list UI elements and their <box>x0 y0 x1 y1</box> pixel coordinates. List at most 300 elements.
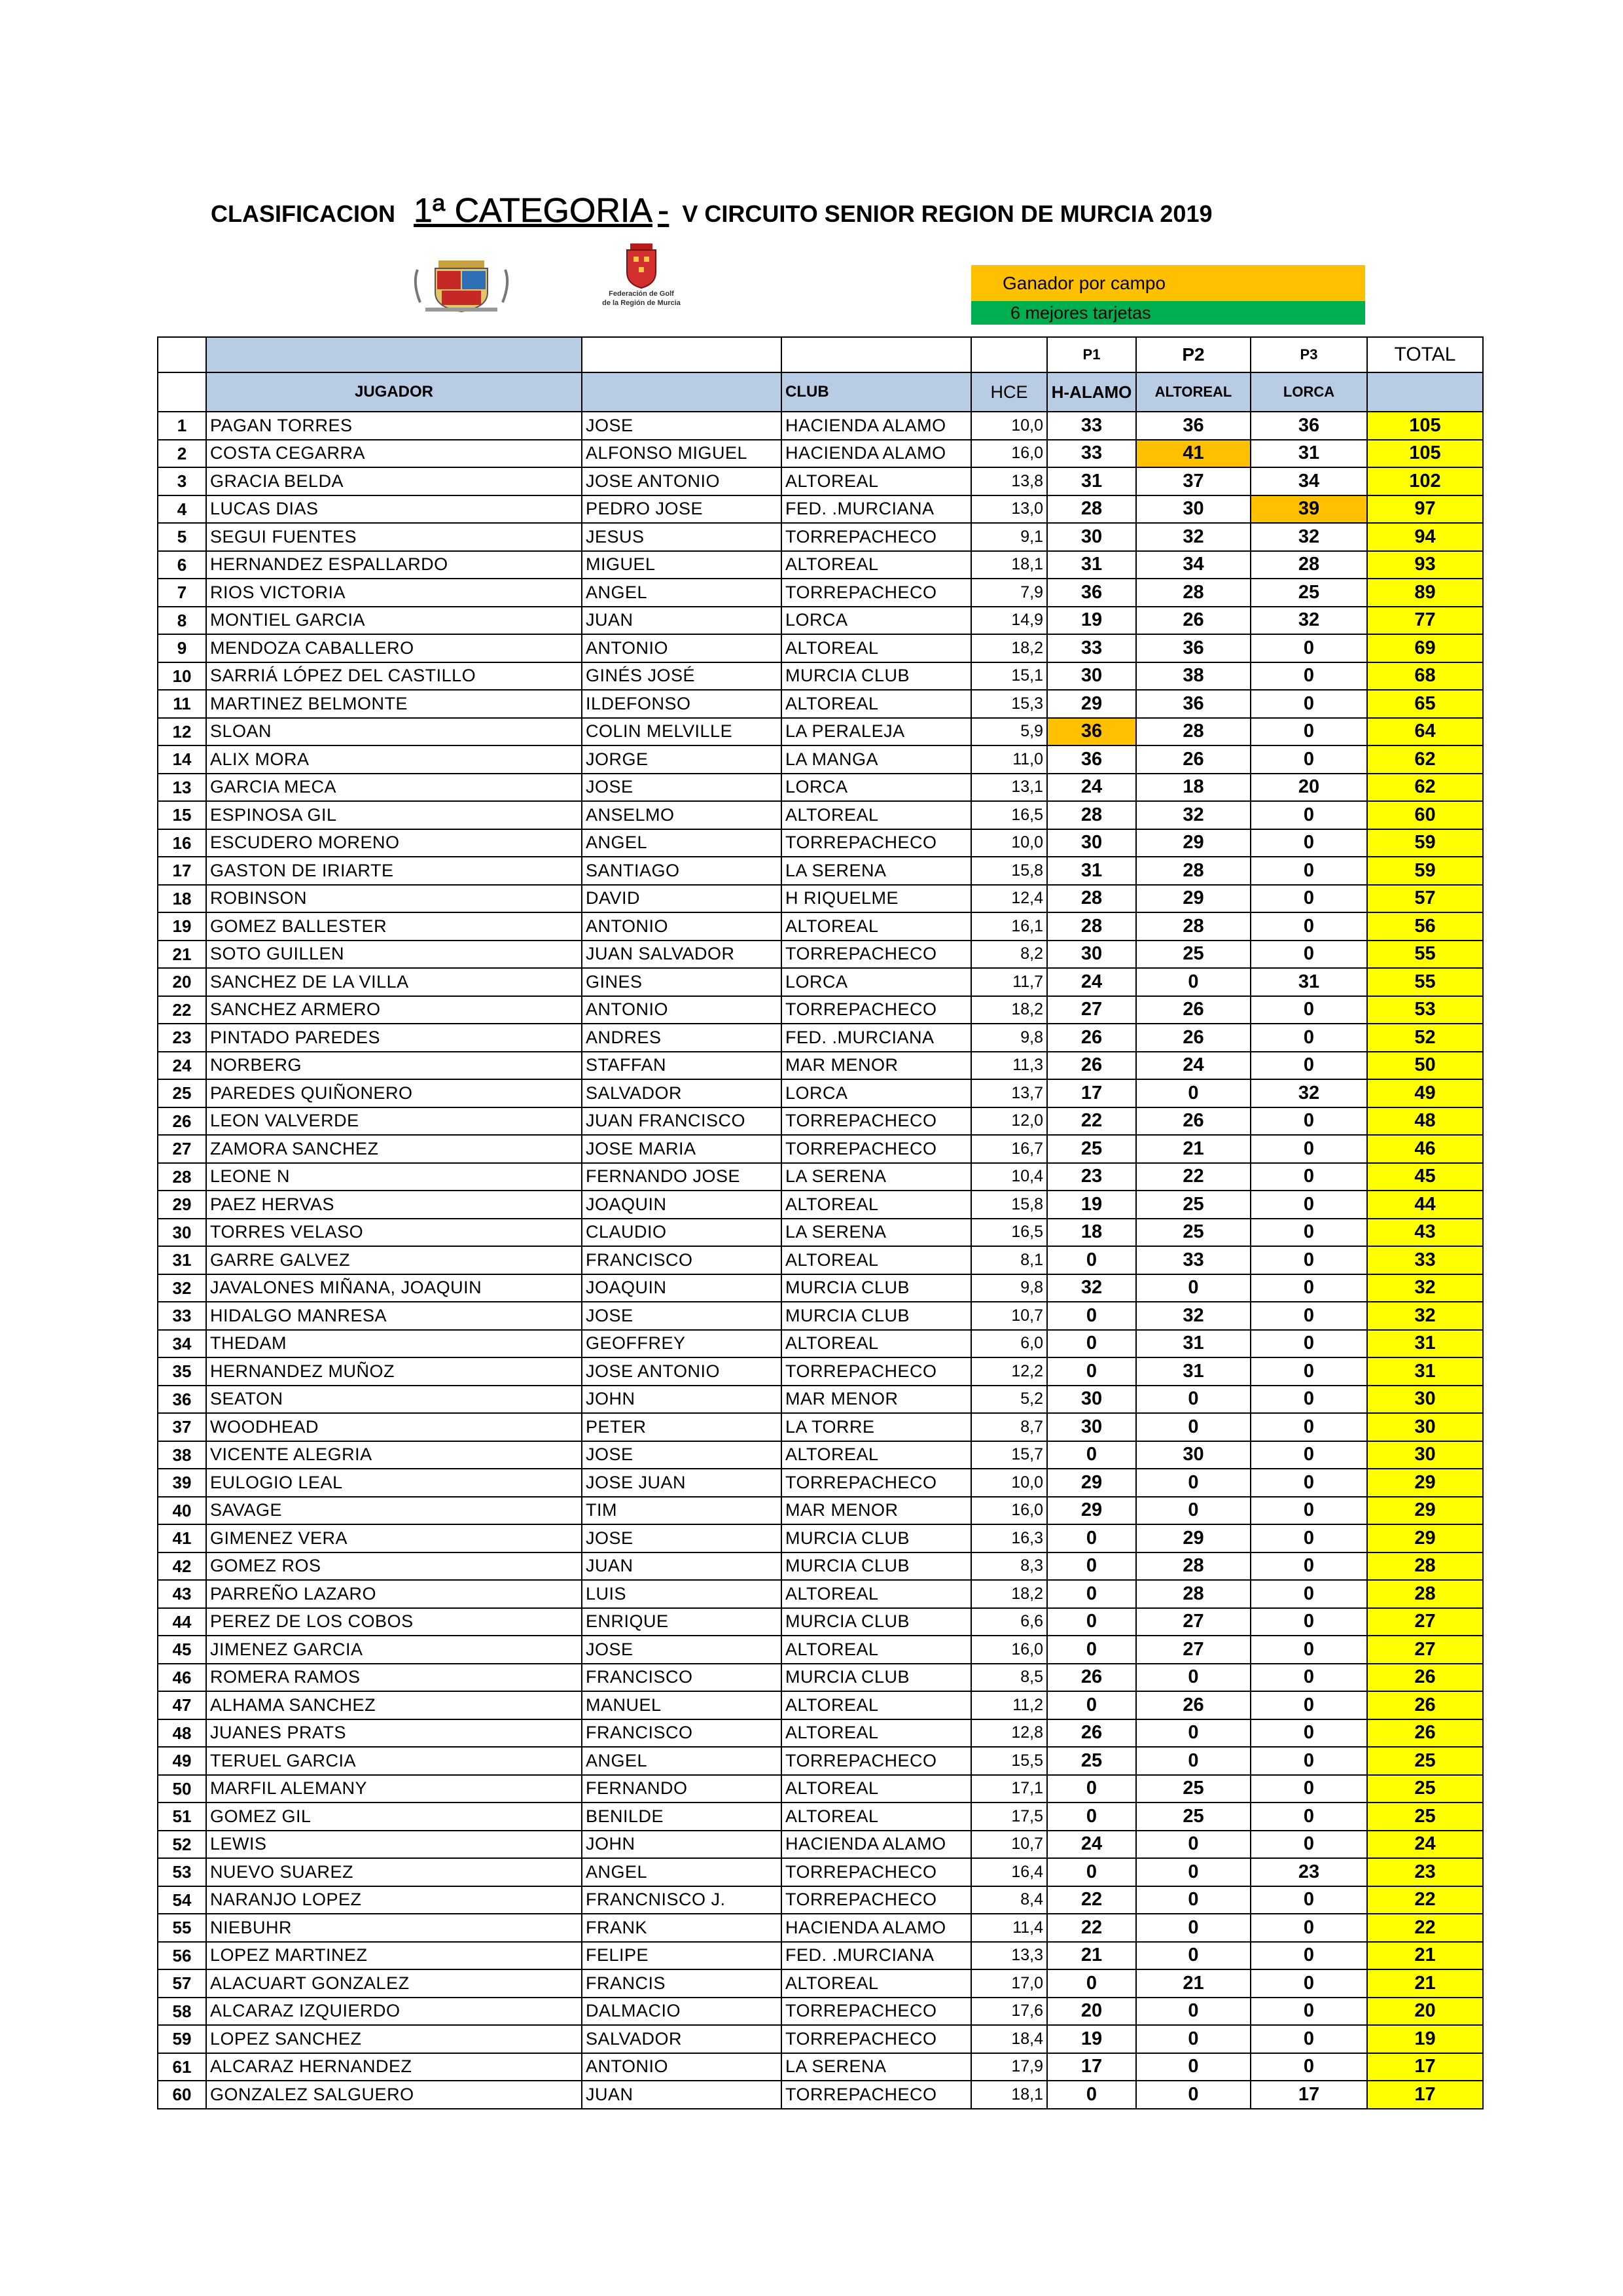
cell-club: MURCIA CLUB <box>781 1302 971 1330</box>
cell-first-name: JOSE <box>582 1636 781 1664</box>
cell-handicap: 13,1 <box>971 774 1047 802</box>
cell-club: ALTOREAL <box>781 467 971 495</box>
cell-p3: 32 <box>1251 607 1367 635</box>
cell-handicap: 10,0 <box>971 412 1047 440</box>
cell-club: ALTOREAL <box>781 1691 971 1719</box>
cell-p1: 28 <box>1047 495 1136 524</box>
cell-position: 60 <box>158 2081 206 2109</box>
cell-first-name: FRANCIS <box>582 1969 781 1998</box>
cell-p3: 34 <box>1251 467 1367 495</box>
cell-total: 102 <box>1367 467 1483 495</box>
cell-handicap: 11,0 <box>971 745 1047 774</box>
cell-position: 51 <box>158 1803 206 1831</box>
cell-p1: 0 <box>1047 1441 1136 1469</box>
cell-first-name: ANGEL <box>582 829 781 857</box>
cell-club: LA SERENA <box>781 857 971 885</box>
cell-p2: 26 <box>1136 1024 1251 1052</box>
cell-handicap: 9,8 <box>971 1024 1047 1052</box>
cell-p2: 0 <box>1136 1719 1251 1748</box>
cell-p2: 0 <box>1136 1858 1251 1886</box>
cell-p2: 0 <box>1136 968 1251 996</box>
cell-surname: HERNANDEZ MUÑOZ <box>206 1357 582 1386</box>
cell-total: 24 <box>1367 1831 1483 1859</box>
cell-p3: 0 <box>1251 1914 1367 1942</box>
cell-surname: SOTO GUILLEN <box>206 941 582 969</box>
cell-first-name: ENRIQUE <box>582 1608 781 1636</box>
cell-surname: VICENTE ALEGRIA <box>206 1441 582 1469</box>
cell-p1: 22 <box>1047 1886 1136 1914</box>
cell-position: 8 <box>158 607 206 635</box>
cell-p1: 0 <box>1047 1691 1136 1719</box>
cell-total: 77 <box>1367 607 1483 635</box>
cell-total: 32 <box>1367 1274 1483 1302</box>
cell-first-name: DALMACIO <box>582 1998 781 2026</box>
table-row <box>158 1469 1483 1497</box>
cell-club: TORREPACHECO <box>781 1998 971 2026</box>
cell-first-name: JOSE ANTONIO <box>582 467 781 495</box>
cell-p3: 0 <box>1251 1719 1367 1748</box>
cell-p3: 0 <box>1251 690 1367 718</box>
cell-position: 15 <box>158 801 206 829</box>
cell-handicap: 18,2 <box>971 996 1047 1024</box>
cell-surname: PARREÑO LAZARO <box>206 1580 582 1608</box>
cell-position: 37 <box>158 1413 206 1441</box>
cell-handicap: 17,1 <box>971 1775 1047 1803</box>
cell-first-name: ALFONSO MIGUEL <box>582 440 781 468</box>
cell-p1: 33 <box>1047 440 1136 468</box>
cell-p3: 0 <box>1251 1386 1367 1414</box>
cell-handicap: 8,2 <box>971 941 1047 969</box>
cell-total: 48 <box>1367 1107 1483 1136</box>
cell-handicap: 8,1 <box>971 1246 1047 1274</box>
cell-p3: 17 <box>1251 2081 1367 2109</box>
header-jugador: JUGADOR <box>206 372 582 412</box>
cell-handicap: 6,0 <box>971 1330 1047 1358</box>
cell-position: 56 <box>158 1942 206 1970</box>
cell-p1: 30 <box>1047 523 1136 551</box>
cell-first-name: JOSE ANTONIO <box>582 1357 781 1386</box>
cell-club: FED. .MURCIANA <box>781 1024 971 1052</box>
cell-surname: GRACIA BELDA <box>206 467 582 495</box>
cell-club: TORREPACHECO <box>781 1886 971 1914</box>
cell-p2: 25 <box>1136 1775 1251 1803</box>
cell-p3: 28 <box>1251 551 1367 579</box>
table-row <box>158 1163 1483 1191</box>
table-row <box>158 1664 1483 1692</box>
legend <box>971 265 1365 325</box>
cell-first-name: ANDRES <box>582 1024 781 1052</box>
cell-handicap: 15,7 <box>971 1441 1047 1469</box>
cell-p1: 31 <box>1047 467 1136 495</box>
cell-first-name: ANGEL <box>582 579 781 607</box>
cell-p1: 17 <box>1047 1079 1136 1107</box>
cell-position: 14 <box>158 745 206 774</box>
cell-p3: 36 <box>1251 412 1367 440</box>
cell-p1: 0 <box>1047 1580 1136 1608</box>
cell-p3: 0 <box>1251 1441 1367 1469</box>
cell-handicap: 17,0 <box>971 1969 1047 1998</box>
cell-total: 31 <box>1367 1330 1483 1358</box>
cell-p1: 19 <box>1047 1191 1136 1219</box>
cell-p2: 29 <box>1136 1524 1251 1552</box>
cell-p3: 0 <box>1251 1608 1367 1636</box>
header-row-columns <box>158 372 1483 412</box>
table-row <box>158 440 1483 468</box>
cell-club: ALTOREAL <box>781 1969 971 1998</box>
cell-first-name: JUAN SALVADOR <box>582 941 781 969</box>
cell-total: 17 <box>1367 2053 1483 2081</box>
cell-surname: MARFIL ALEMANY <box>206 1775 582 1803</box>
cell-first-name: FRANK <box>582 1914 781 1942</box>
cell-p2: 0 <box>1136 1386 1251 1414</box>
cell-total: 19 <box>1367 2025 1483 2053</box>
cell-position: 4 <box>158 495 206 524</box>
page-title <box>211 191 1454 238</box>
table-row <box>158 1052 1483 1080</box>
cell-p3: 25 <box>1251 579 1367 607</box>
cell-first-name: JUAN FRANCISCO <box>582 1107 781 1136</box>
cell-club: LA SERENA <box>781 1163 971 1191</box>
cell-p1: 30 <box>1047 829 1136 857</box>
cell-position: 58 <box>158 1998 206 2026</box>
cell-surname: GOMEZ BALLESTER <box>206 912 582 941</box>
cell-p2: 25 <box>1136 1219 1251 1247</box>
cell-total: 26 <box>1367 1691 1483 1719</box>
cell-position: 61 <box>158 2053 206 2081</box>
cell-p2: 38 <box>1136 662 1251 691</box>
table-row <box>158 1719 1483 1748</box>
cell-first-name: JORGE <box>582 745 781 774</box>
cell-total: 22 <box>1367 1886 1483 1914</box>
cell-p3: 0 <box>1251 1664 1367 1692</box>
table-row <box>158 2025 1483 2053</box>
cell-p1: 0 <box>1047 1969 1136 1998</box>
cell-handicap: 12,2 <box>971 1357 1047 1386</box>
cell-total: 23 <box>1367 1858 1483 1886</box>
cell-handicap: 15,1 <box>971 662 1047 691</box>
federation-name: Federación de Golf de la Región de Murcia <box>602 290 681 307</box>
cell-first-name: CLAUDIO <box>582 1219 781 1247</box>
cell-p1: 0 <box>1047 1524 1136 1552</box>
table-row <box>158 1942 1483 1970</box>
cell-surname: PAREDES QUIÑONERO <box>206 1079 582 1107</box>
cell-handicap: 16,0 <box>971 1636 1047 1664</box>
cell-p2: 0 <box>1136 1079 1251 1107</box>
table-row <box>158 467 1483 495</box>
cell-surname: PAEZ HERVAS <box>206 1191 582 1219</box>
cell-p2: 36 <box>1136 690 1251 718</box>
cell-first-name: JOSE <box>582 412 781 440</box>
cell-position: 38 <box>158 1441 206 1469</box>
cell-total: 62 <box>1367 774 1483 802</box>
cell-first-name: JOSE <box>582 1524 781 1552</box>
cell-club: MURCIA CLUB <box>781 1608 971 1636</box>
cell-p1: 0 <box>1047 1636 1136 1664</box>
cell-handicap: 18,2 <box>971 1580 1047 1608</box>
table-row <box>158 1441 1483 1469</box>
table-row <box>158 1135 1483 1163</box>
cell-total: 30 <box>1367 1386 1483 1414</box>
cell-p3: 0 <box>1251 1636 1367 1664</box>
club-crest-logo-icon <box>406 257 517 313</box>
cell-surname: GOMEZ GIL <box>206 1803 582 1831</box>
cell-first-name: ANTONIO <box>582 634 781 662</box>
cell-p1: 20 <box>1047 1998 1136 2026</box>
cell-p1: 24 <box>1047 1831 1136 1859</box>
header-empty <box>158 372 206 412</box>
cell-p3: 0 <box>1251 1052 1367 1080</box>
cell-club: LORCA <box>781 1079 971 1107</box>
cell-handicap: 18,1 <box>971 2081 1047 2109</box>
cell-p1: 26 <box>1047 1719 1136 1748</box>
table-row <box>158 829 1483 857</box>
cell-p2: 0 <box>1136 2025 1251 2053</box>
table-row <box>158 1497 1483 1525</box>
cell-club: LA SERENA <box>781 2053 971 2081</box>
cell-p3: 0 <box>1251 1942 1367 1970</box>
cell-p2: 0 <box>1136 1998 1251 2026</box>
cell-p3: 0 <box>1251 718 1367 746</box>
cell-p3: 0 <box>1251 1219 1367 1247</box>
cell-p2: 21 <box>1136 1969 1251 1998</box>
cell-total: 69 <box>1367 634 1483 662</box>
cell-first-name: JUAN <box>582 607 781 635</box>
cell-total: 93 <box>1367 551 1483 579</box>
table-row <box>158 1219 1483 1247</box>
cell-p3: 0 <box>1251 996 1367 1024</box>
cell-p2: 0 <box>1136 1497 1251 1525</box>
cell-club: ALTOREAL <box>781 912 971 941</box>
cell-position: 24 <box>158 1052 206 1080</box>
cell-surname: NORBERG <box>206 1052 582 1080</box>
cell-club: TORREPACHECO <box>781 829 971 857</box>
cell-p3: 0 <box>1251 1274 1367 1302</box>
cell-position: 7 <box>158 579 206 607</box>
cell-position: 40 <box>158 1497 206 1525</box>
cell-p3: 0 <box>1251 1024 1367 1052</box>
cell-p3: 0 <box>1251 2053 1367 2081</box>
cell-p2: 41 <box>1136 440 1251 468</box>
cell-p3: 31 <box>1251 968 1367 996</box>
table-row <box>158 745 1483 774</box>
cell-first-name: JOSE <box>582 1441 781 1469</box>
cell-position: 57 <box>158 1969 206 1998</box>
cell-first-name: FERNANDO <box>582 1775 781 1803</box>
cell-position: 53 <box>158 1858 206 1886</box>
cell-first-name: BENILDE <box>582 1803 781 1831</box>
cell-club: ALTOREAL <box>781 1636 971 1664</box>
table-row <box>158 634 1483 662</box>
cell-surname: SEATON <box>206 1386 582 1414</box>
classification-table <box>157 336 1484 2109</box>
cell-position: 1 <box>158 412 206 440</box>
cell-first-name: ANTONIO <box>582 996 781 1024</box>
cell-position: 3 <box>158 467 206 495</box>
cell-position: 17 <box>158 857 206 885</box>
cell-position: 32 <box>158 1274 206 1302</box>
cell-total: 29 <box>1367 1524 1483 1552</box>
cell-total: 62 <box>1367 745 1483 774</box>
cell-handicap: 10,0 <box>971 1469 1047 1497</box>
cell-p1: 36 <box>1047 718 1136 746</box>
cell-surname: HERNANDEZ ESPALLARDO <box>206 551 582 579</box>
cell-club: TORREPACHECO <box>781 941 971 969</box>
table-row <box>158 1302 1483 1330</box>
cell-handicap: 16,3 <box>971 1524 1047 1552</box>
cell-position: 47 <box>158 1691 206 1719</box>
cell-surname: ZAMORA SANCHEZ <box>206 1135 582 1163</box>
table-row <box>158 1524 1483 1552</box>
cell-handicap: 18,4 <box>971 2025 1047 2053</box>
cell-handicap: 8,7 <box>971 1413 1047 1441</box>
cell-p1: 17 <box>1047 2053 1136 2081</box>
cell-p3: 23 <box>1251 1858 1367 1886</box>
cell-handicap: 11,7 <box>971 968 1047 996</box>
cell-position: 18 <box>158 885 206 913</box>
cell-handicap: 18,1 <box>971 551 1047 579</box>
header-p3: P3 <box>1251 337 1367 372</box>
cell-p3: 0 <box>1251 1191 1367 1219</box>
cell-position: 25 <box>158 1079 206 1107</box>
cell-handicap: 18,2 <box>971 634 1047 662</box>
cell-first-name: COLIN MELVILLE <box>582 718 781 746</box>
cell-surname: TORRES VELASO <box>206 1219 582 1247</box>
cell-total: 31 <box>1367 1357 1483 1386</box>
table-row <box>158 495 1483 524</box>
cell-p1: 0 <box>1047 1357 1136 1386</box>
header-empty <box>781 337 971 372</box>
cell-club: ALTOREAL <box>781 1803 971 1831</box>
cell-p1: 22 <box>1047 1107 1136 1136</box>
cell-club: HACIENDA ALAMO <box>781 440 971 468</box>
cell-club: TORREPACHECO <box>781 1135 971 1163</box>
cell-p2: 22 <box>1136 1163 1251 1191</box>
cell-position: 54 <box>158 1886 206 1914</box>
cell-p1: 36 <box>1047 579 1136 607</box>
table-row <box>158 1079 1483 1107</box>
cell-p1: 24 <box>1047 968 1136 996</box>
cell-first-name: GINES <box>582 968 781 996</box>
cell-club: HACIENDA ALAMO <box>781 1831 971 1859</box>
cell-total: 89 <box>1367 579 1483 607</box>
cell-p2: 0 <box>1136 2053 1251 2081</box>
table-row <box>158 579 1483 607</box>
cell-p1: 0 <box>1047 1803 1136 1831</box>
cell-p1: 23 <box>1047 1163 1136 1191</box>
table-row <box>158 1969 1483 1998</box>
cell-p1: 19 <box>1047 2025 1136 2053</box>
table-row <box>158 1691 1483 1719</box>
cell-surname: LEON VALVERDE <box>206 1107 582 1136</box>
cell-p2: 28 <box>1136 718 1251 746</box>
cell-handicap: 12,4 <box>971 885 1047 913</box>
cell-position: 39 <box>158 1469 206 1497</box>
title-suffix: V CIRCUITO SENIOR REGION DE MURCIA 2019 <box>682 200 1213 227</box>
cell-p1: 27 <box>1047 996 1136 1024</box>
cell-surname: LEONE N <box>206 1163 582 1191</box>
cell-total: 105 <box>1367 412 1483 440</box>
cell-surname: ESCUDERO MORENO <box>206 829 582 857</box>
cell-total: 29 <box>1367 1497 1483 1525</box>
cell-p1: 30 <box>1047 662 1136 691</box>
cell-position: 59 <box>158 2025 206 2053</box>
cell-p2: 30 <box>1136 495 1251 524</box>
cell-surname: JIMENEZ GARCIA <box>206 1636 582 1664</box>
table-row <box>158 1803 1483 1831</box>
cell-p2: 0 <box>1136 1914 1251 1942</box>
cell-surname: TERUEL GARCIA <box>206 1747 582 1775</box>
cell-p1: 32 <box>1047 1274 1136 1302</box>
table-row <box>158 2053 1483 2081</box>
cell-p2: 36 <box>1136 412 1251 440</box>
cell-total: 30 <box>1367 1413 1483 1441</box>
cell-surname: GIMENEZ VERA <box>206 1524 582 1552</box>
cell-p2: 26 <box>1136 1107 1251 1136</box>
cell-total: 20 <box>1367 1998 1483 2026</box>
cell-total: 57 <box>1367 885 1483 913</box>
cell-p1: 26 <box>1047 1024 1136 1052</box>
cell-first-name: ANTONIO <box>582 912 781 941</box>
table-row <box>158 1274 1483 1302</box>
cell-p3: 0 <box>1251 1469 1367 1497</box>
cell-club: ALTOREAL <box>781 690 971 718</box>
cell-handicap: 8,4 <box>971 1886 1047 1914</box>
cell-first-name: MANUEL <box>582 1691 781 1719</box>
cell-club: FED. .MURCIANA <box>781 1942 971 1970</box>
legend-winner: Ganador por campo <box>971 265 1365 301</box>
cell-surname: ALACUART GONZALEZ <box>206 1969 582 1998</box>
cell-club: ALTOREAL <box>781 1775 971 1803</box>
cell-first-name: GINÉS JOSÉ <box>582 662 781 691</box>
cell-surname: LOPEZ SANCHEZ <box>206 2025 582 2053</box>
cell-position: 20 <box>158 968 206 996</box>
cell-p2: 26 <box>1136 1691 1251 1719</box>
cell-p1: 29 <box>1047 690 1136 718</box>
cell-total: 29 <box>1367 1469 1483 1497</box>
cell-p3: 0 <box>1251 1969 1367 1998</box>
cell-p1: 36 <box>1047 745 1136 774</box>
cell-total: 59 <box>1367 857 1483 885</box>
cell-p3: 0 <box>1251 857 1367 885</box>
table-row <box>158 1747 1483 1775</box>
cell-surname: HIDALGO MANRESA <box>206 1302 582 1330</box>
cell-handicap: 9,1 <box>971 523 1047 551</box>
cell-p2: 26 <box>1136 607 1251 635</box>
cell-club: ALTOREAL <box>781 1580 971 1608</box>
cell-club: MURCIA CLUB <box>781 1552 971 1581</box>
cell-position: 29 <box>158 1191 206 1219</box>
cell-p2: 0 <box>1136 1274 1251 1302</box>
cell-p2: 31 <box>1136 1330 1251 1358</box>
cell-p3: 0 <box>1251 1302 1367 1330</box>
cell-surname: ALHAMA SANCHEZ <box>206 1691 582 1719</box>
cell-handicap: 14,9 <box>971 607 1047 635</box>
cell-position: 27 <box>158 1135 206 1163</box>
cell-surname: COSTA CEGARRA <box>206 440 582 468</box>
table-row <box>158 1330 1483 1358</box>
cell-first-name: FELIPE <box>582 1942 781 1970</box>
cell-p2: 32 <box>1136 801 1251 829</box>
cell-club: TORREPACHECO <box>781 579 971 607</box>
cell-total: 33 <box>1367 1246 1483 1274</box>
cell-club: FED. .MURCIANA <box>781 495 971 524</box>
cell-first-name: JOSE JUAN <box>582 1469 781 1497</box>
cell-handicap: 16,5 <box>971 1219 1047 1247</box>
cell-position: 52 <box>158 1831 206 1859</box>
header-course-lorca: LORCA <box>1251 372 1367 412</box>
cell-p1: 25 <box>1047 1747 1136 1775</box>
cell-club: MURCIA CLUB <box>781 662 971 691</box>
